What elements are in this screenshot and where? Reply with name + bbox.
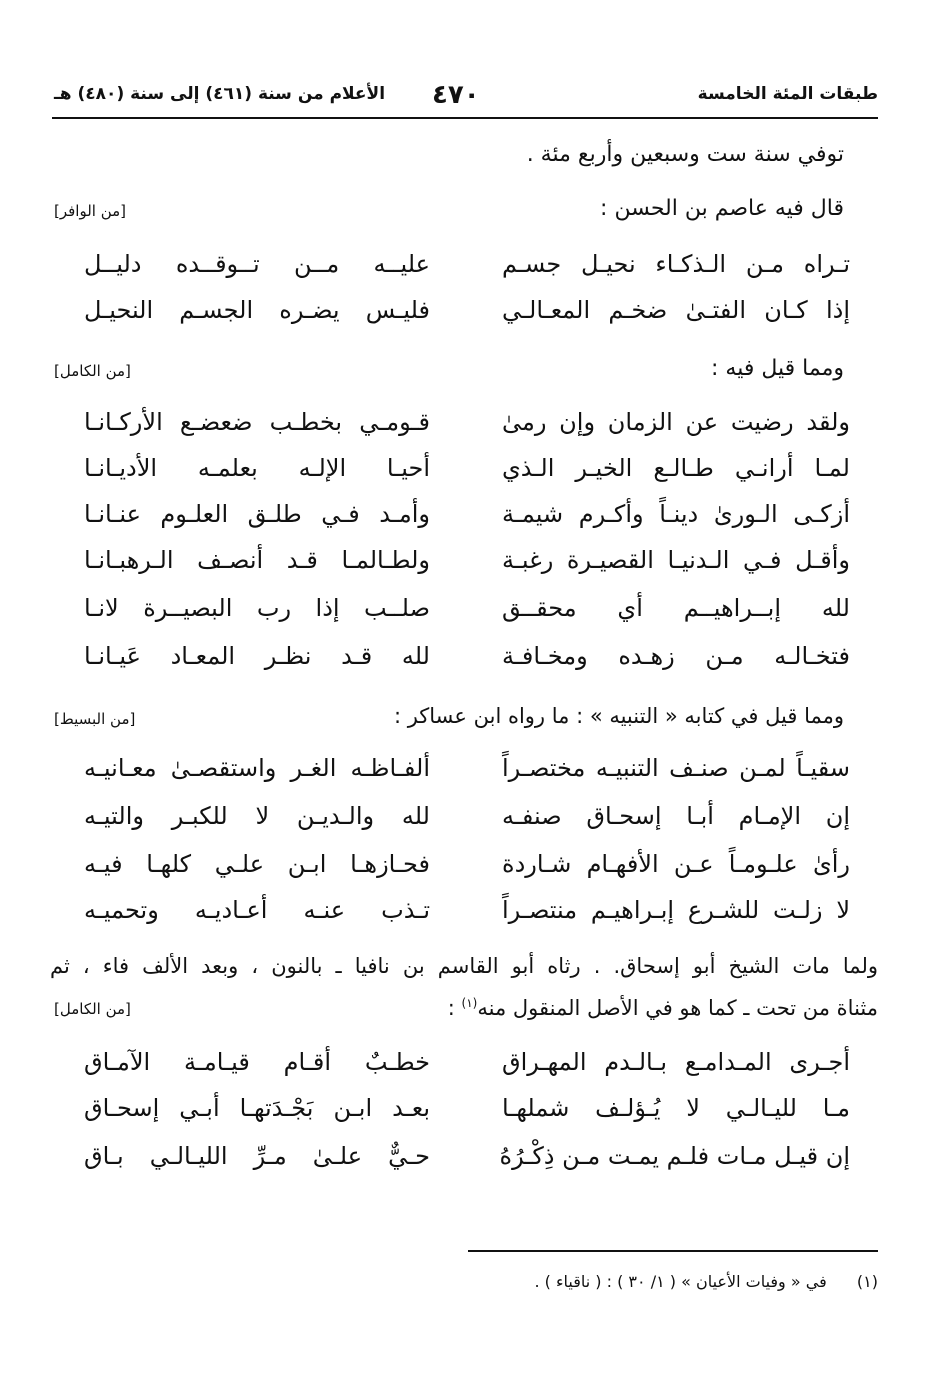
verse-hemistich-second: وأمـد فـي طلـق العلـوم عنـانـا — [84, 500, 430, 528]
death-line: توفي سنة ست وسبعين وأربع مئة . — [526, 142, 844, 167]
running-header-range: الأعلام من سنة (٤٦١) إلى سنة (٤٨٠) هـ — [54, 84, 386, 104]
verse-hemistich-second: ألفـاظـه الغـر واستقصـىٰ معـانيـه — [84, 754, 430, 782]
verse-hemistich-first: مـا لليـالـي لا يُـؤلـف شملهـا — [502, 1094, 850, 1122]
verse-hemistich-first: إن الإمـام أبـا إسحـاق صنفـه — [502, 802, 850, 830]
footnote — [535, 1272, 879, 1291]
verse-hemistich-first: تـراه مـن الـذكـاء نحيـل جسـم — [502, 250, 850, 278]
verse-hemistich-first: ولقد رضيت عن الزمان وإن رمىٰ — [502, 408, 850, 436]
section3-intro: ومما قيل في كتابه « التنبيه » : ما رواه ابن عساكر : — [393, 704, 844, 728]
verse-hemistich-first: فتخـالـه مـن زهـده ومخـافـة — [502, 642, 850, 670]
verse-hemistich-second: لله قـد نظـر المعـاد عَيـانـا — [84, 642, 430, 670]
footnote-text: في « وفيات الأعيان » ( ١/ ٣٠ ) : ( ناقياء ) . — [534, 1272, 827, 1291]
verse-hemistich-second: قـومـي بخطـب ضعضـع الأركـانـا — [84, 408, 430, 436]
verse-hemistich-first: إن قيـل مـات فلـم يمـت مـن ذِكْـرُهُ — [499, 1142, 850, 1170]
section1-intro: قال فيه عاصم بن الحسن : — [600, 196, 844, 221]
verse-hemistich-first: أجـرى المـدامـع بـالـدم المهـراق — [502, 1048, 850, 1076]
verse-hemistich-second: بعـد ابـن بَجْـدَتهـا أبـي إسحـاق — [84, 1094, 430, 1122]
verse-hemistich-first: لا زلـت للشـرع إبـراهيـم منتصـراً — [502, 896, 850, 924]
elegy-intro-line2-text: مثناة من تحت ـ كما هو في الأصل المنقول منه — [477, 996, 878, 1020]
page-number: ٤٧٠ — [432, 80, 480, 110]
verse-hemistich-first: لله إبــراهيــم أي محقــق — [502, 594, 850, 622]
verse-hemistich-second: حـيٌّ علـىٰ مـرِّ الليـالـي بـاق — [84, 1142, 430, 1170]
verse-hemistich-first: رأىٰ علـومـاً عـن الأفهـام شـاردة — [502, 850, 850, 878]
section2-meter: [من الكامل] — [54, 362, 131, 380]
footnote-reference[interactable]: (١) — [461, 996, 478, 1010]
elegy-intro-line2-colon: : — [447, 996, 462, 1020]
verse-hemistich-first: أزكـى الـورىٰ دينـاً وأكـرم شيمـة — [502, 500, 850, 528]
elegy-intro-line1: ولما مات الشيخ أبو إسحاق. . رثاه أبو القاسم بن نافيا ـ بالنون ، وبعد الألف فاء ، ثم — [50, 954, 878, 978]
verse-hemistich-second: لله والـديـن لا للكبـر والتيـه — [84, 802, 430, 830]
verse-hemistich-second: ولطـالمـا قـد أنصـف الـرهبـانـا — [84, 546, 430, 574]
verse-hemistich-first: لمـا أرانـي طـالـع الخيـر الـذي — [502, 454, 850, 482]
elegy-intro-line2 — [448, 996, 878, 1020]
verse-hemistich-second: خطـبٌ أقـام قيـامـة الآمـاق — [84, 1048, 430, 1076]
header-rule — [52, 117, 878, 119]
section3-meter: [من البسيط] — [54, 710, 136, 728]
verse-hemistich-second: تـذب عنـه أعـاديـه وتحميـه — [84, 896, 430, 924]
running-header-chapter: طبقات المئة الخامسة — [697, 84, 878, 104]
verse-hemistich-second: فحـازهـا ابـن علـي كلهـا فيـه — [84, 850, 430, 878]
verse-hemistich-first: وأقـل فـي الـدنيـا القصيـرة رغبـة — [502, 546, 850, 574]
section4-meter: [من الكامل] — [54, 1000, 131, 1018]
section2-intro: ومما قيل فيه : — [711, 356, 844, 381]
footnote-number: (١) — [856, 1272, 878, 1291]
verse-hemistich-second: عليــه مــن تــوقــده دليــل — [84, 250, 430, 278]
verse-hemistich-second: فليـس يضـره الجسـم النحيـل — [84, 296, 430, 324]
verse-hemistich-second: صلــب إذا رب البصيــرة لانـا — [84, 594, 430, 622]
verse-hemistich-first: إذا كـان الفتـىٰ ضخـم المعـالـي — [502, 296, 850, 324]
verse-hemistich-first: سقيـاً لمـن صنـف التنبيـه مختصـراً — [502, 754, 850, 782]
footnote-rule — [468, 1250, 878, 1252]
section1-meter: [من الوافر] — [54, 202, 127, 220]
verse-hemistich-second: أحيـا الإلـه بعلمـه الأديـانـا — [84, 454, 430, 482]
